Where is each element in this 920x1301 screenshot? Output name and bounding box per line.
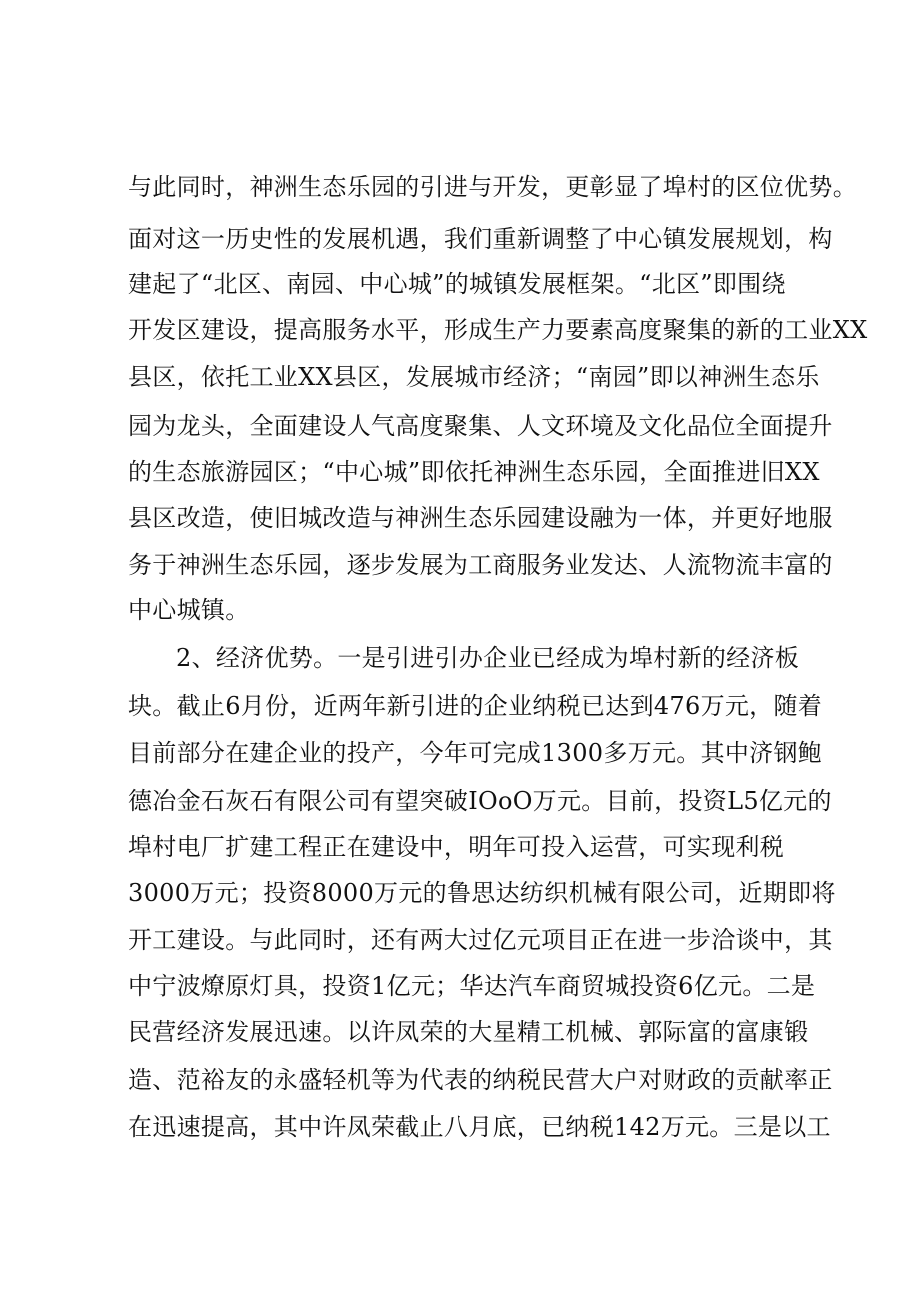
text-line: 块。截止6月份，近两年新引进的企业纳税已达到476万元，随着 [128,692,823,720]
text-line: 民营经济发展迅速。以许凤荣的大星精工机械、郭际富的富康锻 [128,1018,809,1046]
text-line: 德冶金石灰石有限公司有望突破IOoO万元。目前，投资L5亿元的 [128,787,832,815]
text-line: 的生态旅游园区；“中心城”即依托神洲生态乐园，全面推进旧XX [128,458,820,486]
text-line: 开工建设。与此同时，还有两大过亿元项目正在进一步洽谈中，其 [128,926,833,954]
text-line: 在迅速提高，其中许凤荣截止八月底，已纳税142万元。三是以工 [128,1113,831,1141]
text-line: 目前部分在建企业的投产，今年可完成1300多万元。其中济钢鲍 [128,739,823,767]
text-line: 开发区建设，提高服务水平，形成生产力要素高度聚集的新的工业XX [128,316,868,344]
text-line: 与此同时，神洲生态乐园的引进与开发，更彰显了埠村的区位优势。 [128,173,857,201]
text-line: 县区改造，使旧城改造与神洲生态乐园建设融为一体，并更好地服 [128,504,833,532]
text-line: 3000万元；投资8000万元的鲁思达纺织机械有限公司，近期即将 [128,879,836,907]
text-line: 中宁波燎原灯具，投资1亿元；华达汽车商贸城投资6亿元。二是 [128,972,816,1000]
text-line: 园为龙头，全面建设人气高度聚集、人文环境及文化品位全面提升 [128,412,833,440]
text-line: 面对这一历史性的发展机遇，我们重新调整了中心镇发展规划，构 [128,225,833,253]
text-line: 县区，依托工业XX县区，发展城市经济；“南园”即以神洲生态乐 [128,363,820,391]
text-line: 建起了“北区、南园、中心城”的城镇发展框架。“北区”即围绕 [128,270,786,298]
text-line: 埠村电厂扩建工程正在建设中，明年可投入运营，可实现利税 [128,833,785,861]
text-line: 中心城镇。 [128,596,250,624]
text-line: 造、范裕友的永盛轻机等为代表的纳税民营大户对财政的贡献率正 [128,1066,833,1094]
paragraph-first-line: 2、经济优势。一是引进引办企业已经成为埠村新的经济板 [176,644,800,672]
text-line: 务于神洲生态乐园，逐步发展为工商服务业发达、人流物流丰富的 [128,551,833,579]
